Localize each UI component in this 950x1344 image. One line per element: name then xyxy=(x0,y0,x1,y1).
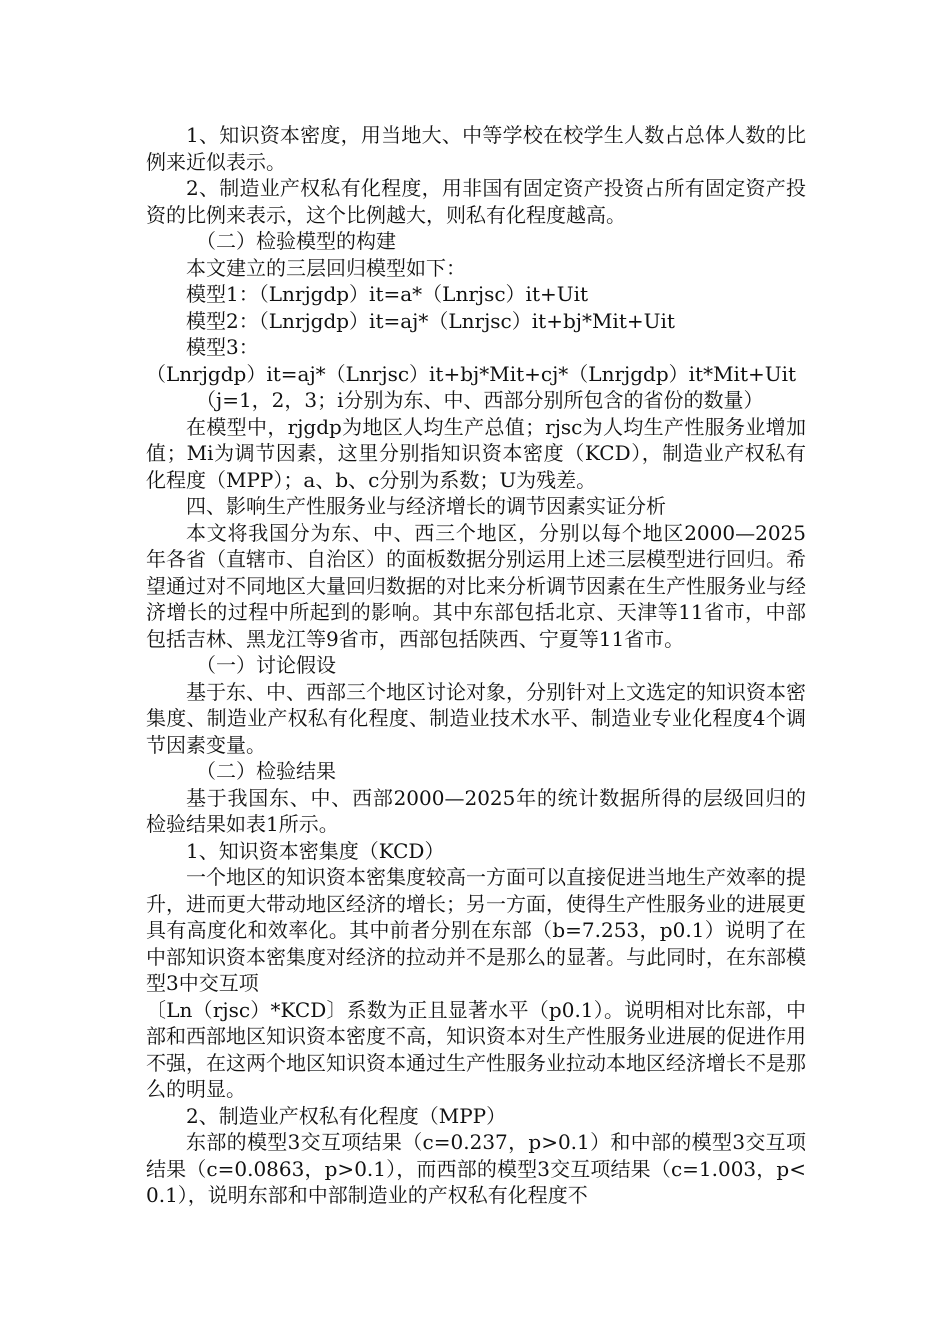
subheading-kcd: 1、知识资本密集度（KCD） xyxy=(186,838,445,863)
paragraph-variable-definitions: 在模型中，rjgdp为地区人均生产总值；rjsc为人均生产性服务业增加值；Mi为调节因素，这里分别指知识资本密度（KCD），制造业产权私有化程度（MPP）；a、b、c分别为系数；U为残差。 xyxy=(146,414,806,492)
document-page xyxy=(146,122,806,1209)
formula-model-2: 模型2：（Lnrjgdp）it=aj*（Lnrjsc）it+bj*Mit+Uit xyxy=(186,308,675,333)
paragraph-privatization-degree: 2、制造业产权私有化程度，用非国有固定资产投资占所有固定资产投资的比例来表示，这个比例越大，则私有化程度越高。 xyxy=(146,176,806,227)
paragraph-hypothesis: 基于东、中、西部三个地区讨论对象，分别针对上文选定的知识资本密集度、制造业产权私有化程度、制造业技术水平、制造业专业化程度4个调节因素变量。 xyxy=(146,679,806,757)
formula-model-1: 模型1：（Lnrjgdp）it=a*（Lnrjsc）it+Uit xyxy=(186,282,589,306)
section-heading-empirical-analysis: 四、影响生产性服务业与经济增长的调节因素实证分析 xyxy=(186,494,666,518)
paragraph-knowledge-capital-density: 1、知识资本密度，用当地大、中等学校在校学生人数占总体人数的比例来近似表示。 xyxy=(146,123,806,174)
formula-model-3: （Lnrjgdp）it=aj*（Lnrjsc）it+bj*Mit+cj*（Lnrjgdp）it*Mit+Uit xyxy=(146,361,797,386)
formula-model-3-label: 模型3： xyxy=(186,335,259,359)
paragraph-model-intro: 本文建立的三层回归模型如下： xyxy=(186,255,466,280)
section-heading-model-construction: （二）检验模型的构建 xyxy=(196,229,396,253)
subheading-mpp: 2、制造业产权私有化程度（MPP） xyxy=(186,1103,507,1128)
paragraph-kcd-analysis: 一个地区的知识资本密集度较高一方面可以直接促进当地生产效率的提升，进而更大带动地区经济的增长；另一方面，使得生产性服务业的进展更具有高度化和效率化。其中前者分别在东部（b=7.253，p0.1）说明了在中部知识资本密集度对经济的拉动并不是那么的显著。与此同时，在东部模型3中交互项 xyxy=(146,865,806,995)
paragraph-kcd-interaction: 〔Ln（rjsc）*KCD〕系数为正且显著水平（p0.1）。说明相对比东部，中部和西部地区知识资本密度不高，知识资本对生产性服务业进展的促进作用不强，在这两个地区知识资本通过生产性服务业拉动本地区经济增长不是那么的明显。 xyxy=(146,997,806,1101)
paragraph-index-note: （j=1，2，3；i分别为东、中、西部分别所包含的省份的数量） xyxy=(196,388,764,412)
section-heading-hypothesis: （一）讨论假设 xyxy=(196,653,336,677)
paragraph-regional-division: 本文将我国分为东、中、西三个地区，分别以每个地区2000—2025年各省（直辖市、自治区）的面板数据分别运用上述三层模型进行回归。希望通过对不同地区大量回归数据的对比来分析调节因素在生产性服务业与经济增长的过程中所起到的影响。其中东部包括北京、天津等11省市，中部包括吉林、黑龙江等9省市，西部包括陕西、宁夏等11省市。 xyxy=(146,520,806,651)
paragraph-mpp-analysis: 东部的模型3交互项结果（c=0.237，p>0.1）和中部的模型3交互项结果（c=0.0863，p>0.1），而西部的模型3交互项结果（c=1.003，p<0.1），说明东部和中部制造业的产权私有化程度不 xyxy=(146,1130,806,1207)
section-heading-results: （二）检验结果 xyxy=(196,759,336,783)
paragraph-results-intro: 基于我国东、中、西部2000—2025年的统计数据所得的层级回归的检验结果如表1所示。 xyxy=(146,785,806,836)
